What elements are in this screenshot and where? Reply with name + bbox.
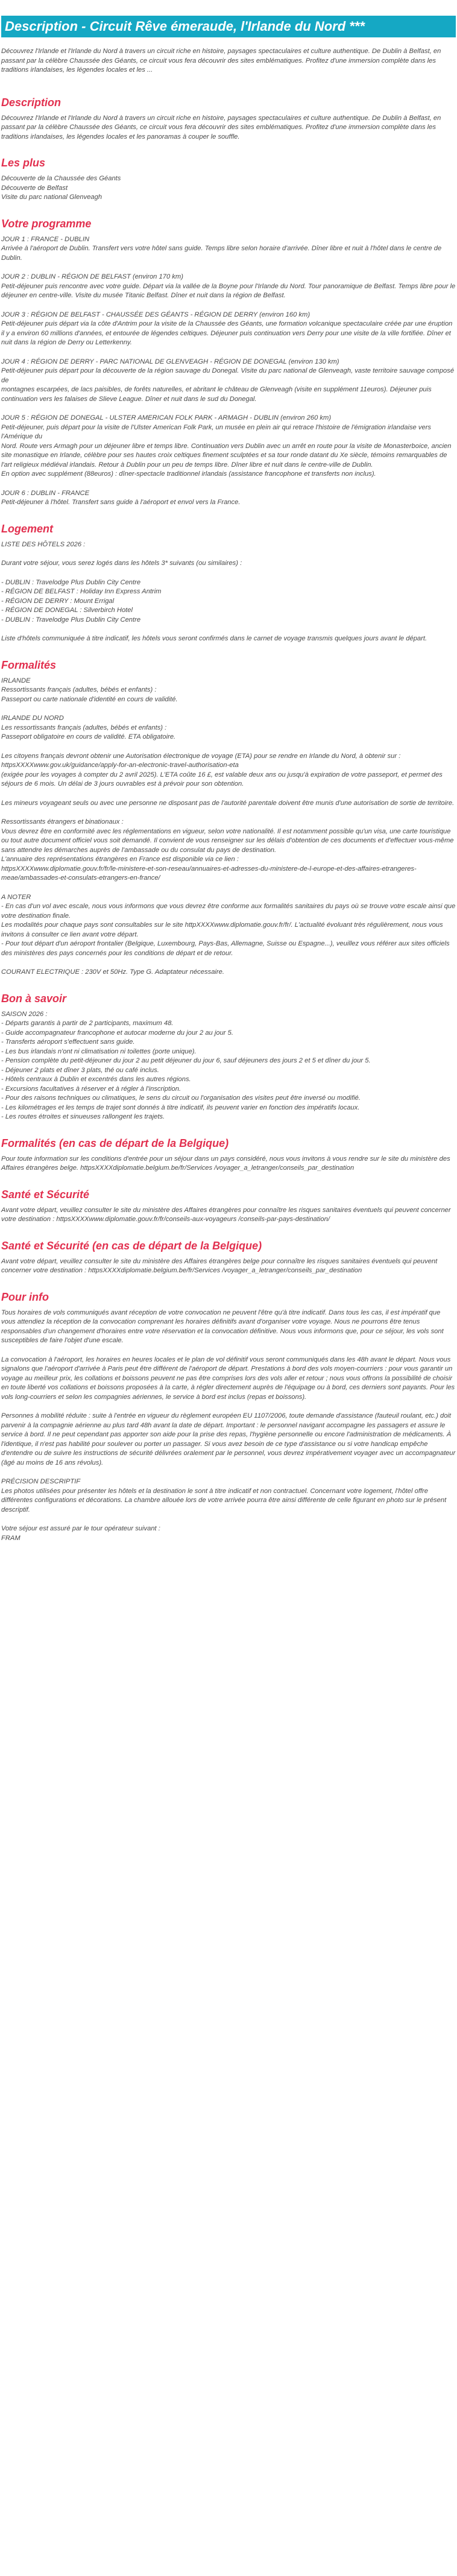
day-text: Arrivée à l'aéroport de Dublin. Transfert vers votre hôtel sans guide. Temps libre selon horaire d'arrivée. Dîner libre et nuit à l'hôtel dans le centre de Dublin.	[1, 245, 442, 262]
bon-a-savoir-line: SAISON 2026 :	[1, 1010, 48, 1018]
info-paragraph: Tous horaires de vols communiqués avant réception de votre convocation ne peuvent l'être qu'à titre indicatif. Dans tous les cas, il est impératif que vous attendiez la réception de la convocation comprenant les horaires définitifs avant d'organiser votre voyage. Nous ne pourrons être tenus responsables d'un changement d'horaires entre votre réservation et la convocation définitive. Nous vous informons que, pour ce séjour, les vols sont susceptibles de faire l'objet d'une escale.	[1, 1309, 444, 1344]
info-paragraph: La convocation à l'aéroport, les horaires en heures locales et le plan de vol définitif vous seront communiqués dans les 48h avant le départ. Nous vous signalons que l'aéroport d'arrivée à Paris peut être différent de l'aéroport de départ. Prestations à bord des vols moyen-courriers : pour vous garantir un voyage au meilleur prix, les collations et boissons peuvent ne pas être comprises lors des vols aller et retour ; nous vous offrons la possibilité de choisir en toute liberté vos collations et boissons proposées à la carte, à régler directement auprès de l'équipage ou à bord, ces derniers sont payants. Pour les vols long-courriers et selon les compagnies aériennes, le service à bord est inclus (repas et boissons).	[1, 1356, 455, 1401]
formalites-line: Ressortissants français (adultes, bébés et enfants) :	[1, 686, 157, 693]
day-text: En option avec supplément (88euros) : dîner-spectacle traditionnel irlandais (assistance francophone et transferts non inclus).	[1, 470, 376, 478]
description-heading: Description	[1, 96, 61, 109]
bon-a-savoir-line: - Transferts aéroport s'effectuent sans guide.	[1, 1038, 135, 1046]
programme-day	[1, 358, 456, 405]
programme-day	[1, 235, 456, 264]
hotel-note: Durant votre séjour, vous serez logés dans les hôtels 3* suivants (ou similaires) :	[1, 560, 242, 567]
formalites-line: Passeport obligatoire en cours de validité. ETA obligatoire.	[1, 733, 176, 740]
hotel-item: - DUBLIN : Travelodge Plus Dublin City Centre	[1, 616, 141, 623]
day-title: JOUR 2 : DUBLIN - RÉGION DE BELFAST (environ 170 km)	[1, 273, 183, 280]
day-title: JOUR 3 : RÉGION DE BELFAST - CHAUSSÉE DES GÉANTS - RÉGION DE DERRY (environ 160 km)	[1, 311, 310, 318]
day-text: Petit-déjeuner puis départ via la côte d'Antrim pour la visite de la Chaussée des Géants, une formation volcanique spectaculaire créée par une éruption il y a environ 60 millions d'années, et entourée de légendes celtiques. Déjeuner puis continuation vers Derry pour une visite de la ville fortifiée. Dîner et nuit dans la région de Derry ou Letterkenny.	[1, 320, 453, 346]
day-text: Petit-déjeuner puis rencontre avec votre guide. Départ via la vallée de la Boyne pour l'Irlande du Nord. Tour panoramique de Belfast. Temps libre pour le déjeuner en centre-ville. Visite du musée Titanic Belfast. Dîner et nuit dans la région de Belfast.	[1, 282, 456, 299]
formalites-line: A NOTER	[1, 893, 31, 901]
plus-list	[1, 174, 456, 203]
hotel-disclaimer: Liste d'hôtels communiquée à titre indicatif, les hôtels vous seront confirmés dans le carnet de voyage transmis quelques jours avant le départ.	[1, 635, 427, 642]
formalites-line: L'annuaire des représentations étrangères en France est disponible via ce lien :	[1, 856, 239, 863]
day-title: JOUR 1 : FRANCE - DUBLIN	[1, 235, 90, 243]
day-title: JOUR 6 : DUBLIN - FRANCE	[1, 489, 90, 497]
hotel-item: - RÉGION DE BELFAST : Holiday Inn Express Antrim	[1, 588, 162, 595]
programme-day	[1, 273, 456, 301]
plus-item: Découverte de Belfast	[1, 184, 68, 192]
formalites-heading: Formalités	[1, 658, 57, 671]
hotel-item: - RÉGION DE DONEGAL : Silverbirch Hotel	[1, 607, 133, 614]
bon-a-savoir-list	[1, 1010, 456, 1122]
description-text: Découvrez l'Irlande et l'Irlande du Nord à travers un circuit riche en histoire, paysages spectaculaires et culture authentique. De Dublin à Belfast, en passant par la célèbre Chaussée des Géants, ce circuit vous fera découvrir des sites emblématiques. Profitez d'une immersion complète dans les traditions irlandaises, les légendes locales et les panoramas à couper le souffle.	[1, 114, 441, 140]
programme-heading: Votre programme	[1, 217, 92, 230]
formalites-line: Passeport ou carte nationale d'identité en cours de validité.	[1, 695, 178, 703]
bon-a-savoir-line: - Les kilométrages et les temps de trajet sont donnés à titre indicatif, ils peuvent varier en fonction des impératifs locaux.	[1, 1103, 360, 1111]
formalites-group	[1, 714, 456, 742]
info-paragraph: Votre séjour est assuré par le tour opérateur suivant : FRAM	[1, 1525, 160, 1542]
bon-a-savoir-line: - Hôtels centraux à Dublin et excentrés dans les autres régions.	[1, 1076, 191, 1083]
day-text: Petit-déjeuner à l'hôtel. Transfert sans guide à l'aéroport et envol vers la France.	[1, 499, 241, 506]
sante-heading: Santé et Sécurité	[1, 1188, 90, 1201]
sante-be-text: Avant votre départ, veuillez consulter le site du ministère des Affaires étrangères belge pour connaître les risques sanitaires éventuels qui peuvent concerner votre destination : httpsXXXXdiplomatie.belgium.be/fr/Services /voyager_a_letranger/conseils_par_destination	[1, 1257, 438, 1274]
info-heading: Pour info	[1, 1290, 49, 1303]
bon-a-savoir-line: - Déjeuner 2 plats et dîner 3 plats, thé ou café inclus.	[1, 1066, 159, 1074]
programme-day	[1, 489, 456, 508]
hotel-list-title: LISTE DES HÔTELS 2026 :	[1, 540, 86, 548]
formalites-group	[1, 752, 456, 789]
formalites-line: Ressortissants étrangers et binationaux :	[1, 818, 124, 826]
plus-heading: Les plus	[1, 157, 46, 169]
bon-a-savoir-line: - Départs garantis à partir de 2 participants, maximum 48.	[1, 1020, 174, 1027]
day-text: montagnes escarpées, de lacs paisibles, de forêts naturelles, et abritant le château de Glenveagh (visite en supplément 11euros). Déjeuner puis continuation vers les falaises de Slieve League. Dîner et nuit dans le sud du Donegal.	[1, 386, 432, 403]
formalites-group	[1, 799, 456, 809]
formalites-be-heading: Formalités (en cas de départ de la Belgique)	[1, 1137, 229, 1149]
hotel-list	[1, 578, 456, 625]
bon-a-savoir-line: - Guide accompagnateur francophone et autocar moderne du jour 2 au jour 5.	[1, 1029, 233, 1037]
formalites-line: Les modalités pour chaque pays sont consultables sur le site httpXXXXwww.diplomatie.gouv.fr/fr/. L'actualité évoluant très régulièrement, nous vous invitons à consulter ce lien avant votre départ.	[1, 921, 443, 938]
formalites-group	[1, 893, 456, 959]
sante-be-heading: Santé et Sécurité (en cas de départ de la Belgique)	[1, 1239, 262, 1252]
page-title: Description - Circuit Rêve émeraude, l'Irlande du Nord ***	[1, 16, 456, 37]
programme-day	[1, 311, 456, 348]
formalites-line: - En cas d'un vol avec escale, nous vous informons que vous devrez être conforme aux formalités sanitaires du pays où se trouve votre escale ainsi que votre destination finale.	[1, 903, 456, 920]
formalites-group	[1, 968, 456, 977]
bon-a-savoir-line: - Les bus irlandais n'ont ni climatisation ni toilettes (porte unique).	[1, 1047, 197, 1055]
programme-day	[1, 414, 456, 479]
formalites-line: IRLANDE	[1, 677, 31, 684]
formalites-line: IRLANDE DU NORD	[1, 715, 64, 722]
formalites-line: Vous devrez être en conformité avec les réglementations en vigueur, selon votre nationalité. Il est notamment possible qu'un visa, une carte touristique ou tout autre document officiel vous soit demandé. Il convient de vous renseigner sur les délais d'obtention de ces documents et d'effectuer vous-même sans attendre les démarches auprès de l'ambassade ou du consulat du pays de destination.	[1, 827, 454, 854]
plus-item: Visite du parc national Glenveagh	[1, 194, 102, 201]
bon-a-savoir-line: - Pension complète du petit-déjeuner du jour 2 au petit déjeuner du jour 6, sauf déjeuners des jours 2 et 5 et dîner du jour 5.	[1, 1057, 371, 1064]
hotel-item: - RÉGION DE DERRY : Mount Errigal	[1, 597, 115, 605]
page	[0, 16, 457, 1543]
formalites-line: httpsXXXXwww.diplomatie.gouv.fr/fr/le-ministere-et-son-reseau/annuaires-et-adresses-du-ministere-de-l-europe-et-des-affaires-etrangeres-meae/ambassades-et-consulats-etrangers-en-france/	[1, 865, 417, 882]
formalites-line: Les ressortissants français (adultes, bébés et enfants) :	[1, 724, 167, 731]
hotel-item: - DUBLIN : Travelodge Plus Dublin City Centre	[1, 578, 141, 586]
formalites-line: Les mineurs voyageant seuls ou avec une personne ne disposant pas de l'autorité parentale doivent être munis d'une autorisation de sortie de territoire.	[1, 799, 455, 807]
formalites-group	[1, 818, 456, 883]
formalites-line: COURANT ELECTRIQUE : 230V et 50Hz. Type G. Adaptateur nécessaire.	[1, 968, 224, 976]
day-title: JOUR 5 : RÉGION DE DONEGAL - ULSTER AMERICAN FOLK PARK - ARMAGH - DUBLIN (environ 260 km)	[1, 414, 332, 421]
sante-text: Avant votre départ, veuillez consulter le site du ministère des Affaires étrangères pour connaître les risques sanitaires éventuels qui peuvent concerner votre destination : httpsXXXXwww.diplomatie.gouv.fr/fr/conseils-aux-voyageurs /conseils-par-pays-destination/	[1, 1206, 451, 1223]
day-text: Petit-déjeuner puis départ pour la découverte de la région sauvage du Donegal. Visite du parc national de Glenveagh, vaste territoire sauvage composé de	[1, 367, 455, 384]
day-text: Nord. Route vers Armagh pour un déjeuner libre et temps libre. Continuation vers Dublin avec un arrêt en route pour la visite de Monasterboice, ancien site monastique en Irlande, célèbre pour ses hautes croix celtiques finement sculptées et sa tour ronde datant du Xe siècle, témoins remarquables de l'art religieux médiéval irlandais. Retour à Dublin pour un peu de temps libre. Dîner libre et nuit dans le centre-ville de Dublin.	[1, 442, 452, 469]
bon-a-savoir-heading: Bon à savoir	[1, 992, 67, 1005]
bon-a-savoir-line: - Pour des raisons techniques ou climatiques, le sens du circuit ou l'organisation des visites peut être inversé ou modifié.	[1, 1094, 361, 1102]
day-text: Petit-déjeuner, puis départ pour la visite de l'Ulster American Folk Park, un musée en plein air qui retrace l'histoire de l'émigration irlandaise vers l'Amérique du	[1, 423, 432, 440]
plus-item: Découverte de la Chaussée des Géants	[1, 175, 121, 182]
day-title: JOUR 4 : RÉGION DE DERRY - PARC NATIONAL DE GLENVEAGH - RÉGION DE DONEGAL (environ 130 km)	[1, 358, 339, 365]
intro-text: Découvrez l'Irlande et l'Irlande du Nord à travers un circuit riche en histoire, paysages spectaculaires et culture authentique. De Dublin à Belfast, en passant par la célèbre Chaussée des Géants, ce circuit vous fera découvrir des sites emblématiques. Profitez d'une immersion complète dans les traditions irlandaises, les légendes locales et les ...	[1, 48, 441, 74]
info-paragraph: PRÉCISION DESCRIPTIF Les photos utilisées pour présenter les hôtels et la destination le sont à titre indicatif et non contractuel. Concernant votre logement, l'hôtel offre différentes configurations et décorations. La chambre allouée lors de votre arrivée pourra être ainsi différente de celle figurant en photo sur le présent descriptif.	[1, 1478, 447, 1514]
logement-heading: Logement	[1, 522, 54, 535]
formalites-be-text: Pour toute information sur les conditions d'entrée pour un séjour dans un pays considéré, nous vous invitons à vous rendre sur le site du ministère des Affaires étrangères belge. httpsXXXXdiplomatie.belgium.be/fr/Services /voyager_a_letranger/conseils_par_destination	[1, 1155, 450, 1172]
bon-a-savoir-line: - Les routes étroites et sinueuses rallongent les trajets.	[1, 1113, 165, 1120]
formalites-line: Les citoyens français devront obtenir une Autorisation électronique de voyage (ETA) pour se rendre en Irlande du Nord, à obtenir sur : httpsXXXXwww.gov.uk/guidance/apply-for-an-electronic-travel-authorisation-eta	[1, 752, 401, 769]
formalites-group	[1, 677, 456, 705]
bon-a-savoir-line: - Excursions facultatives à réserver et à régler à l'inscription.	[1, 1085, 181, 1093]
info-paragraph: Personnes à mobilité réduite : suite à l'entrée en vigueur du règlement européen EU 1107/2006, toute demande d'assistance (fauteuil roulant, etc.) doit parvenir à la compagnie aérienne au plus tard 48h avant la date de départ. Important : le personnel navigant accompagne les passagers et assure le service à bord. Il ne peut cependant pas apporter son aide pour la prise des repas, l'hygiène personnelle ou encore l'administration de médicaments. À l'identique, il n'est pas habilité pour soulever ou porter un passager. Si vous avez besoin de ce type d'assistance ou si votre handicap empêche d'entendre ou de suivre les instructions de sécurité délivrées oralement par le personnel, vous devrez impérativement voyager avec un accompagnateur (âgé au moins de 16 ans révolus).	[1, 1412, 456, 1466]
formalites-line: - Pour tout départ d'un aéroport frontalier (Belgique, Luxembourg, Pays-Bas, Allemagne, Suisse ou Espagne...), veuillez vous référer aux sites officiels des ministères des pays concernés pour les conditions de départ et de retour.	[1, 940, 450, 957]
formalites-line: (exigée pour les voyages à compter du 2 avril 2025). L'ETA coûte 16 £, est valable deux ans ou jusqu'à expiration de votre passeport, et permet des séjours de 6 mois. Un délai de 3 jours ouvrables est à prévoir pour son obtention.	[1, 771, 443, 788]
